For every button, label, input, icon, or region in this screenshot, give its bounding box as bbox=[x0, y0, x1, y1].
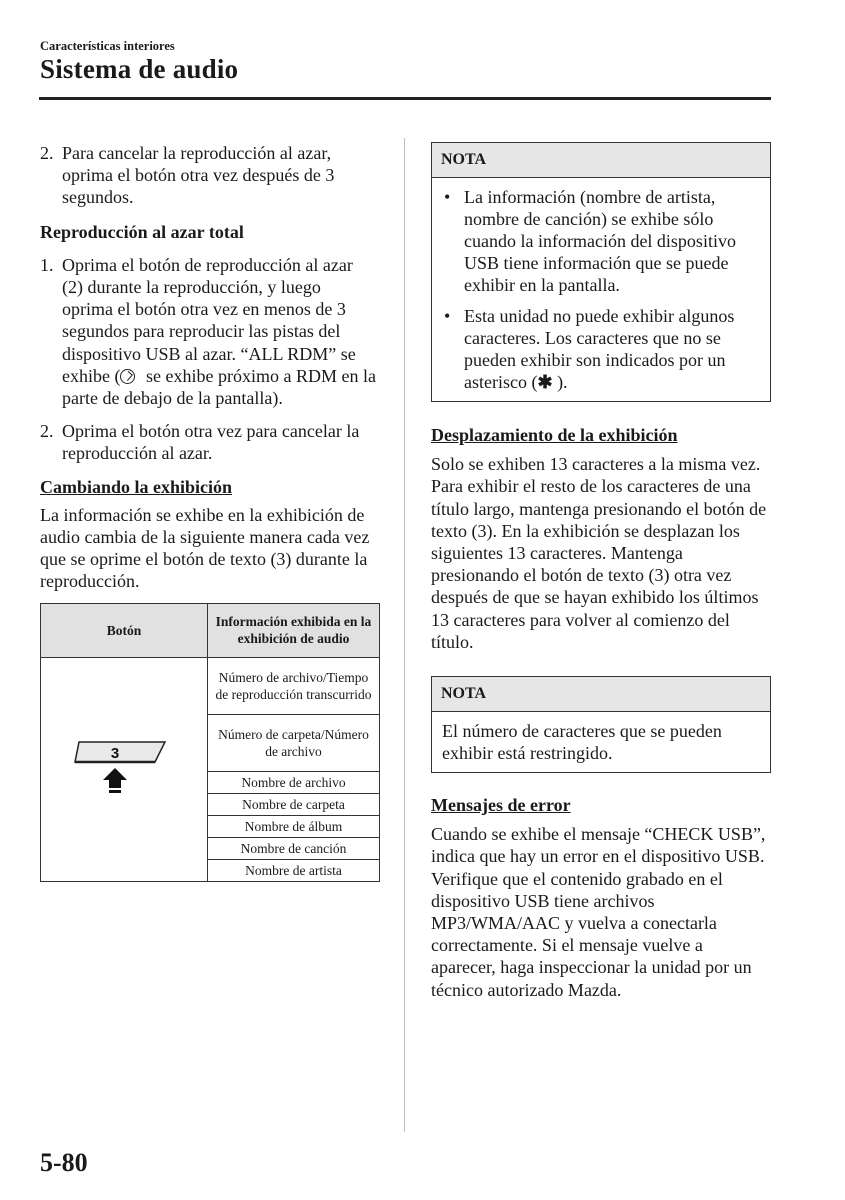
table-header-info: Información exhibida en la exhibición de audio bbox=[208, 603, 380, 657]
random-indicator-icon bbox=[120, 369, 135, 384]
table-row: Nombre de archivo bbox=[208, 771, 380, 793]
bullet-text bbox=[464, 305, 760, 393]
text-button-3-icon bbox=[69, 732, 179, 802]
step-text bbox=[62, 254, 376, 409]
subheading-errors: Mensajes de error bbox=[431, 795, 571, 816]
step-text: Para cancelar la reproducción al azar, oprima el botón otra vez después de 3 segundos. bbox=[62, 143, 335, 208]
display-table bbox=[40, 603, 380, 882]
page-title: Sistema de audio bbox=[40, 54, 239, 84]
note-body: El número de caracteres que se pueden exhibir está restringido. bbox=[442, 721, 722, 764]
column-divider bbox=[404, 138, 405, 1132]
note-box-characters bbox=[431, 142, 771, 402]
bullet-dot: • bbox=[444, 187, 451, 207]
left-column bbox=[40, 142, 376, 882]
step-text-part: Oprima el botón de reproducción al azar (2) durante la reproducción, y luego oprima el botón otra vez en menos de 3 segundos para reproducir las pistas del dispositivo USB al azar. “ALL RDM” se exhibe ( bbox=[62, 254, 356, 386]
asterisk-icon: ✱ bbox=[537, 372, 553, 392]
subheading-random-total: Reproducción al azar total bbox=[40, 221, 244, 242]
button-number: 3 bbox=[110, 745, 120, 763]
error-paragraph: Cuando se exhibe el mensaje “CHECK USB”, indica que hay un error en el dispositivo USB. Verifique que el contenido grabado en el dispositivo USB tiene archivos MP3/WMA/AAC y vuelva a conectarla correctamente. Si el mensaje vuelve a aparecer, haga inspeccionar la unidad por un técnico autorizado Mazda. bbox=[431, 824, 766, 1000]
section-label: Características interiores bbox=[40, 39, 175, 53]
title-rule bbox=[39, 97, 771, 100]
table-row: Número de archivo/Tiempo de reproducción transcurrido bbox=[208, 657, 380, 714]
note-heading: NOTA bbox=[432, 677, 770, 712]
bullet-text: La información (nombre de artista, nombre de canción) se exhibe sólo cuando la información del dispositivo USB tiene información que se puede exhibir en la pantalla. bbox=[464, 187, 736, 295]
button-illustration-cell bbox=[41, 657, 208, 881]
step-number: 2. bbox=[40, 421, 54, 442]
note-heading: NOTA bbox=[432, 143, 770, 178]
step-text-part: se exhibe próximo a RDM en la parte de debajo de la pantalla). bbox=[62, 365, 376, 409]
table-row: Nombre de carpeta bbox=[208, 793, 380, 815]
note-bullet bbox=[442, 186, 760, 296]
step-number: 1. bbox=[40, 254, 54, 275]
bullet-text-part: Esta unidad no puede exhibir algunos caracteres. Los caracteres que no se pueden exhibir son indicados por un asterisco ( bbox=[464, 306, 735, 392]
subheading-change-display: Cambiando la exhibición bbox=[40, 476, 233, 497]
note-bullet bbox=[442, 305, 760, 393]
total-step-2 bbox=[40, 420, 376, 464]
page-number: 5-80 bbox=[40, 1148, 88, 1177]
step-2-cancel bbox=[40, 142, 376, 209]
step-text: Oprima el botón otra vez para cancelar la reproducción al azar. bbox=[62, 421, 360, 464]
total-step-1 bbox=[40, 254, 376, 409]
table-header-button: Botón bbox=[41, 603, 208, 657]
table-row: Número de carpeta/Número de archivo bbox=[208, 714, 380, 771]
bullet-dot: • bbox=[444, 306, 451, 326]
note-body bbox=[432, 178, 770, 401]
table-row: Nombre de álbum bbox=[208, 815, 380, 837]
display-paragraph: La información se exhibe en la exhibición de audio cambia de la siguiente manera cada vez que se oprime el botón de texto (3) durante la reproducción. bbox=[40, 504, 370, 592]
step-number: 2. bbox=[40, 143, 54, 163]
note-box-restricted bbox=[431, 676, 771, 773]
bullet-text-part: ). bbox=[552, 372, 568, 392]
scroll-paragraph: Solo se exhiben 13 caracteres a la misma vez. Para exhibir el resto de los caracteres de una título largo, mantenga presionando el botón de texto (3). En la exhibición se desplazan los siguientes 13 caracteres. Mantenga presionando el botón de texto (3) otra vez después de que se hayan exhibido los últimos 13 caracteres para volver al comienzo del título. bbox=[431, 454, 767, 652]
table-row: Nombre de canción bbox=[208, 837, 380, 859]
table-row: Nombre de artista bbox=[208, 859, 380, 881]
right-column bbox=[431, 142, 771, 1001]
subheading-scroll: Desplazamiento de la exhibición bbox=[431, 425, 678, 445]
